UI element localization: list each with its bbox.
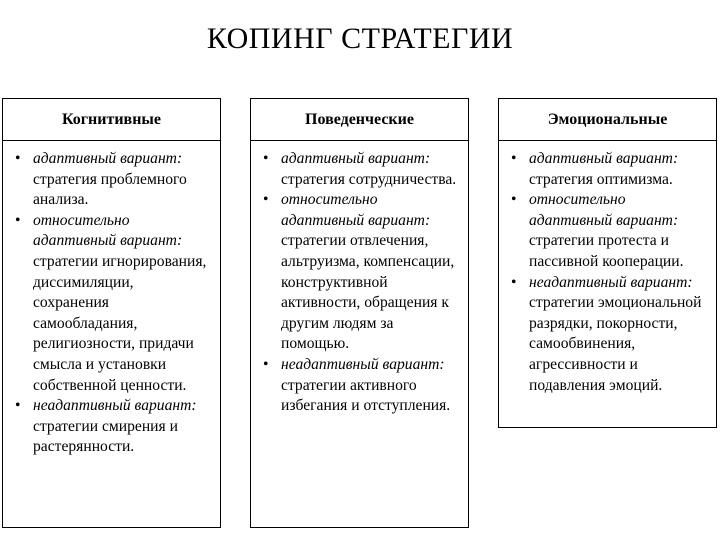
variant-label: адаптивный вариант: — [33, 150, 183, 167]
bullet-icon: • — [511, 191, 517, 209]
list-item — [13, 396, 212, 458]
variant-label: неадаптивный вариант: — [281, 355, 445, 373]
variant-text: стратегии игнорирования, диссимиляции, сохранения самообладания, религиозности, придачи смысла и установки собственной ценности. — [33, 252, 207, 394]
column-emotional — [498, 98, 717, 428]
column-header: Эмоциональные — [499, 99, 716, 141]
strategy-list — [261, 149, 460, 417]
column-cognitive — [2, 98, 221, 528]
variant-label: адаптивный вариант: — [529, 150, 679, 167]
variant-text: стратегия проблемного анализа. — [33, 170, 187, 209]
variant-label: адаптивный вариант: — [281, 150, 431, 167]
bullet-icon: • — [263, 150, 269, 167]
list-item — [13, 211, 212, 396]
column-header: Когнитивные — [3, 99, 220, 141]
variant-label: относительно адаптивный вариант: — [33, 211, 183, 250]
variant-label: относительно адаптивный вариант: — [281, 191, 431, 229]
page-title: КОПИНГ СТРАТЕГИИ — [206, 22, 514, 55]
variant-label: неадаптивный вариант: — [33, 397, 197, 415]
bullet-icon: • — [263, 355, 269, 373]
variant-text: стратегия оптимизма. — [529, 170, 673, 188]
bullet-icon: • — [15, 397, 21, 415]
strategy-list — [509, 149, 708, 396]
bullet-icon: • — [15, 211, 21, 229]
column-behavioral — [250, 98, 469, 528]
list-item — [509, 273, 708, 397]
bullet-icon: • — [15, 150, 21, 167]
column-header: Поведенческие — [251, 99, 468, 141]
list-item — [261, 355, 460, 417]
bullet-icon: • — [263, 191, 269, 209]
variant-text: стратегии протеста и пассивной кооперации. — [529, 232, 684, 270]
list-item — [13, 149, 212, 211]
column-body — [3, 141, 220, 458]
variant-text: стратегии эмоциональной разрядки, покорности, самообвинения, агрессивности и подавления эмоций. — [529, 294, 702, 394]
bullet-icon: • — [511, 150, 517, 167]
list-item — [509, 190, 708, 272]
column-body — [251, 141, 468, 417]
list-item — [261, 190, 460, 355]
column-body — [499, 141, 716, 396]
variant-text: стратегии активного избегания и отступления. — [281, 376, 451, 415]
variant-text: стратегии смирения и растерянности. — [33, 417, 178, 456]
variant-text: стратегия сотрудничества. — [281, 170, 457, 188]
list-item — [509, 149, 708, 190]
variant-text: стратегии отвлечения, альтруизма, компенсации, конструктивной активности, обращения к другим людям за помощью. — [281, 232, 455, 353]
variant-label: относительно адаптивный вариант: — [529, 191, 679, 229]
bullet-icon: • — [511, 273, 517, 291]
list-item — [261, 149, 460, 190]
strategy-list — [13, 149, 212, 458]
variant-label: неадаптивный вариант: — [529, 273, 693, 291]
